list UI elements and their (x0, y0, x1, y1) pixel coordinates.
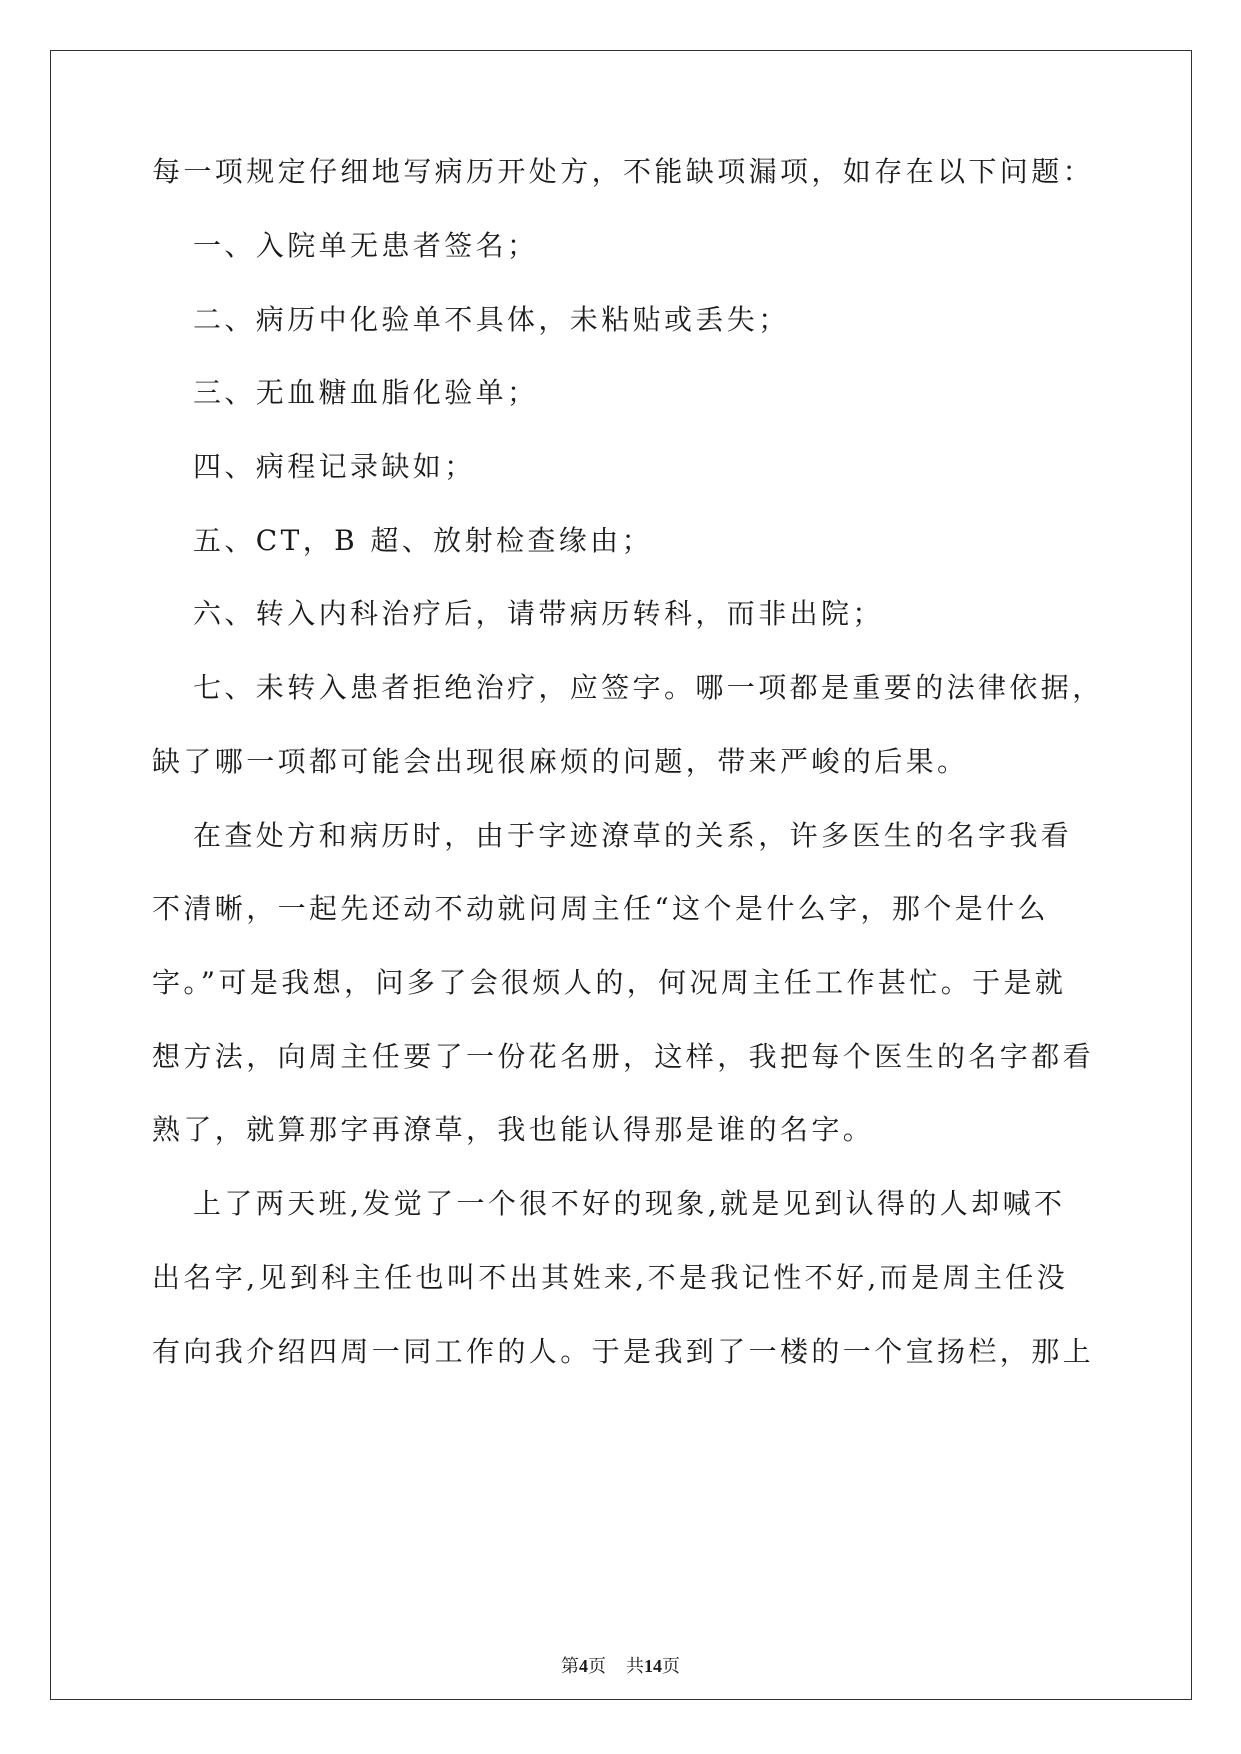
text-line-8: 七、未转入患者拒绝治疗，应签字。哪一项都是重要的法律依据， (193, 671, 1104, 704)
text-line-10: 在查处方和病历时，由于字迹潦草的关系，许多医生的名字我看 (193, 819, 1073, 852)
text-line-17: 有向我介绍四周一同工作的人。于是我到了一楼的一个宣扬栏，那上 (152, 1335, 1095, 1368)
page-footer (0, 1657, 1241, 1676)
footer-total-suffix: 页 (662, 1656, 680, 1677)
footer-total-pages: 14 (644, 1656, 662, 1676)
text-line-6: 五、CT，B 超、放射检查缘由； (193, 524, 653, 557)
footer-page-suffix: 页 (588, 1656, 606, 1677)
footer-page-number: 4 (579, 1656, 588, 1676)
text-line-9: 缺了哪一项都可能会出现很麻烦的问题，带来严峻的后果。 (152, 745, 969, 778)
footer-page-prefix: 第 (561, 1656, 579, 1677)
text-line-16: 出名字,见到科主任也叫不出其姓来,不是我记性不好,而是周主任没 (152, 1261, 1069, 1294)
text-line-7: 六、转入内科治疗后，请带病历转科，而非出院； (193, 597, 884, 630)
text-line-11: 不清晰，一起先还动不动就问周主任“这个是什么字，那个是什么 (152, 892, 1049, 925)
text-line-5: 四、病程记录缺如； (193, 450, 476, 483)
text-line-1: 每一项规定仔细地写病历开处方，不能缺项漏项，如存在以下问题： (152, 155, 1095, 188)
page-border (50, 50, 1192, 1700)
text-line-13: 想方法，向周主任要了一份花名册，这样，我把每个医生的名字都看 (152, 1040, 1095, 1073)
text-line-3: 二、病历中化验单不具体，未粘贴或丢失； (193, 303, 790, 336)
text-line-14: 熟了，就算那字再潦草，我也能认得那是谁的名字。 (152, 1113, 875, 1146)
text-line-4: 三、无血糖血脂化验单； (193, 376, 539, 409)
text-line-2: 一、入院单无患者签名； (193, 229, 539, 262)
footer-total-prefix: 共 (626, 1656, 644, 1677)
text-line-12: 字。”可是我想，问多了会很烦人的，何况周主任工作甚忙。于是就 (152, 966, 1067, 999)
text-line-15: 上了两天班,发觉了一个很不好的现象,就是见到认得的人却喊不 (193, 1187, 1066, 1220)
